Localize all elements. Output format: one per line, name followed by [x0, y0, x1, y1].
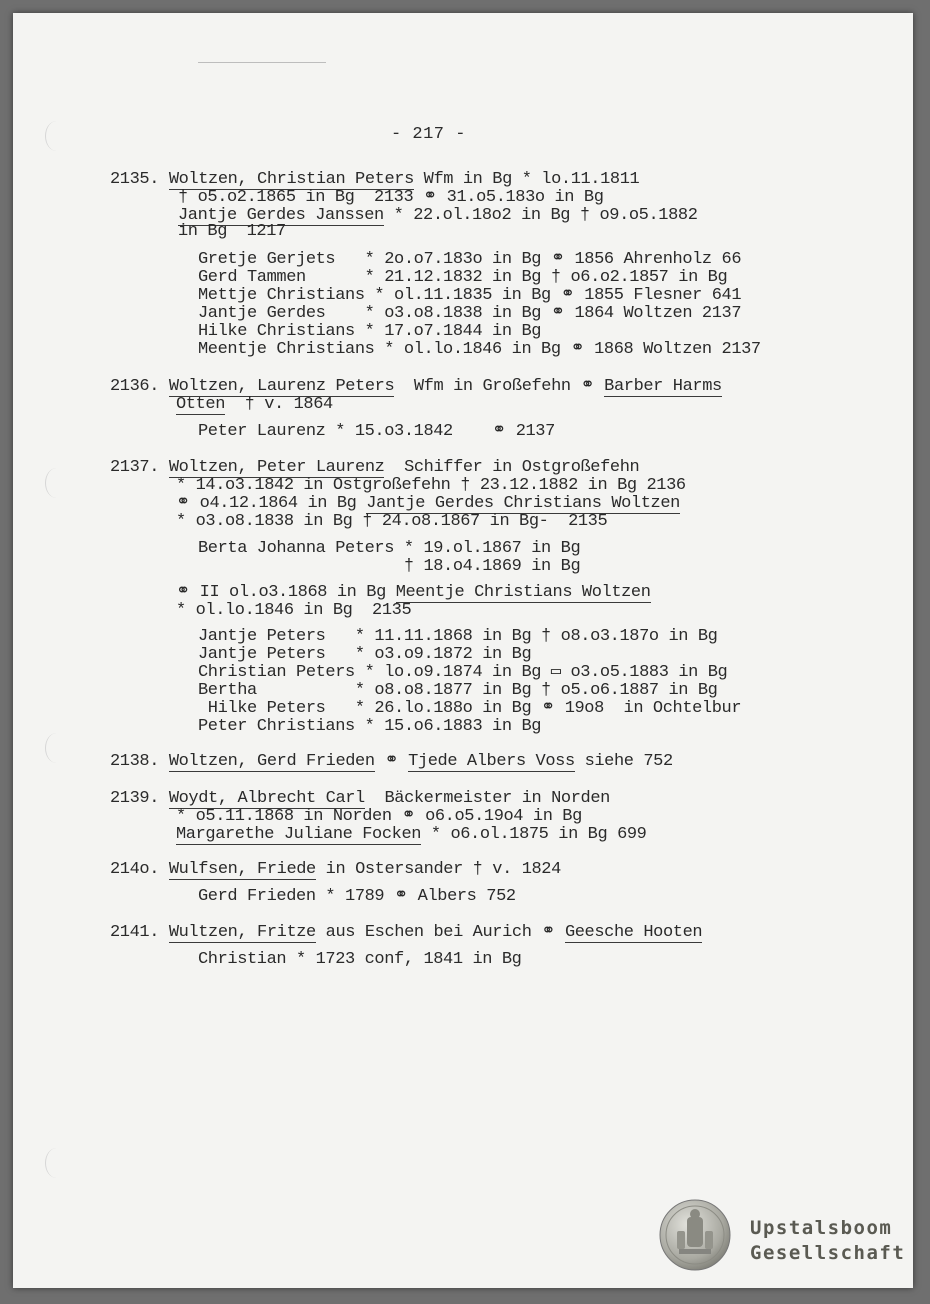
punch-hole — [45, 121, 68, 151]
entry-2140-line-1: 214o. Wulfsen, Friede in Ostersander † v. 1824 — [110, 860, 561, 879]
seal-icon — [659, 1199, 731, 1271]
entry-2140-child: Gerd Frieden * 1789 ⚭ Albers 752 — [198, 887, 516, 906]
entry-2138-line-1: 2138. Woltzen, Gerd Frieden ⚭ Tjede Albers Voss siehe 752 — [110, 752, 673, 771]
punch-hole — [45, 1148, 68, 1178]
entry-2135-child: Gretje Gerjets * 2o.o7.183o in Bg ⚭ 1856 Ahrenholz 66 — [198, 250, 742, 269]
entry-2137-line: * ol.lo.1846 in Bg 2135 — [176, 601, 412, 620]
entry-2136-line-2: Otten † v. 1864 — [176, 395, 333, 414]
punch-hole — [45, 468, 68, 498]
entry-2135-line-3: Jantje Gerdes Janssen * 22.ol.18o2 in Bg † o9.o5.1882 — [178, 206, 698, 225]
entry-2135-line-1: 2135. Woltzen, Christian Peters Wfm in Bg * lo.11.1811 — [110, 170, 640, 189]
entry-2137-child: Bertha * o8.o8.1877 in Bg † o5.o6.1887 in Bg — [198, 681, 718, 700]
entry-2137-child: Berta Johanna Peters * 19.ol.1867 in Bg — [198, 539, 581, 558]
entry-2136-line-1: 2136. Woltzen, Laurenz Peters Wfm in Großefehn ⚭ Barber Harms — [110, 377, 722, 396]
entry-2135-line-2: † o5.o2.1865 in Bg 2133 ⚭ 31.o5.183o in Bg — [178, 188, 604, 207]
brand-name-line-2: Gesellschaft — [750, 1242, 906, 1264]
brand-name-line-1: Upstalsboom — [750, 1217, 893, 1239]
entry-2135-line-4: in Bg 1217 — [178, 222, 286, 241]
entry-2137-line-4: * o3.o8.1838 in Bg † 24.o8.1867 in Bg- 2135 — [176, 512, 608, 531]
entry-2135-child: Jantje Gerdes * o3.o8.1838 in Bg ⚭ 1864 Woltzen 2137 — [198, 304, 742, 323]
entry-2135-child: Hilke Christians * 17.o7.1844 in Bg — [198, 322, 542, 341]
entry-2137-line-1: 2137. Woltzen, Peter Laurenz Schiffer in Ostgroßefehn — [110, 458, 640, 477]
entry-2139-line-2: * o5.11.1868 in Norden ⚭ o6.o5.19o4 in Bg — [176, 807, 582, 826]
entry-2141-line-1: 2141. Wultzen, Fritze aus Eschen bei Aurich ⚭ Geesche Hooten — [110, 923, 703, 942]
entry-2137-child: Jantje Peters * 11.11.1868 in Bg † o8.o3.187o in Bg — [198, 627, 718, 646]
entry-2137-child: Jantje Peters * o3.o9.1872 in Bg — [198, 645, 532, 664]
entry-2136-child: Peter Laurenz * 15.o3.1842 ⚭ 2137 — [198, 422, 555, 441]
punch-hole — [45, 733, 68, 763]
entry-2137-child: † 18.o4.1869 in Bg — [198, 557, 581, 576]
entry-2141-child: Christian * 1723 conf, 1841 in Bg — [198, 950, 522, 969]
entry-2139-line-3: Margarethe Juliane Focken * o6.ol.1875 in Bg 699 — [176, 825, 647, 844]
entry-2135-child: Gerd Tammen * 21.12.1832 in Bg † o6.o2.1857 in Bg — [198, 268, 728, 287]
entry-2135-child: Mettje Christians * ol.11.1835 in Bg ⚭ 1855 Flesner 641 — [198, 286, 742, 305]
entry-2137-child: Hilke Peters * 26.lo.188o in Bg ⚭ 19o8 in Ochtelbur — [198, 699, 742, 718]
top-divider — [198, 62, 326, 63]
page-number: - 217 - — [391, 125, 466, 144]
entry-2137-child: Peter Christians * 15.o6.1883 in Bg — [198, 717, 542, 736]
entry-2135-child: Meentje Christians * ol.lo.1846 in Bg ⚭ 1868 Woltzen 2137 — [198, 340, 761, 359]
entry-2137-line-3: ⚭ o4.12.1864 in Bg Jantje Gerdes Christians Woltzen — [176, 494, 680, 513]
entry-2137-line-2: * 14.o3.1842 in Ostgroßefehn † 23.12.1882 in Bg 2136 — [176, 476, 686, 495]
entry-2137-child: Christian Peters * lo.o9.1874 in Bg ▭ o3.o5.1883 in Bg — [198, 663, 728, 682]
document-page — [13, 13, 913, 1288]
entry-2139-line-1: 2139. Woydt, Albrecht Carl Bäckermeister in Norden — [110, 789, 610, 808]
entry-2137-marriage-2: ⚭ II ol.o3.1868 in Bg Meentje Christians Woltzen — [176, 583, 651, 602]
